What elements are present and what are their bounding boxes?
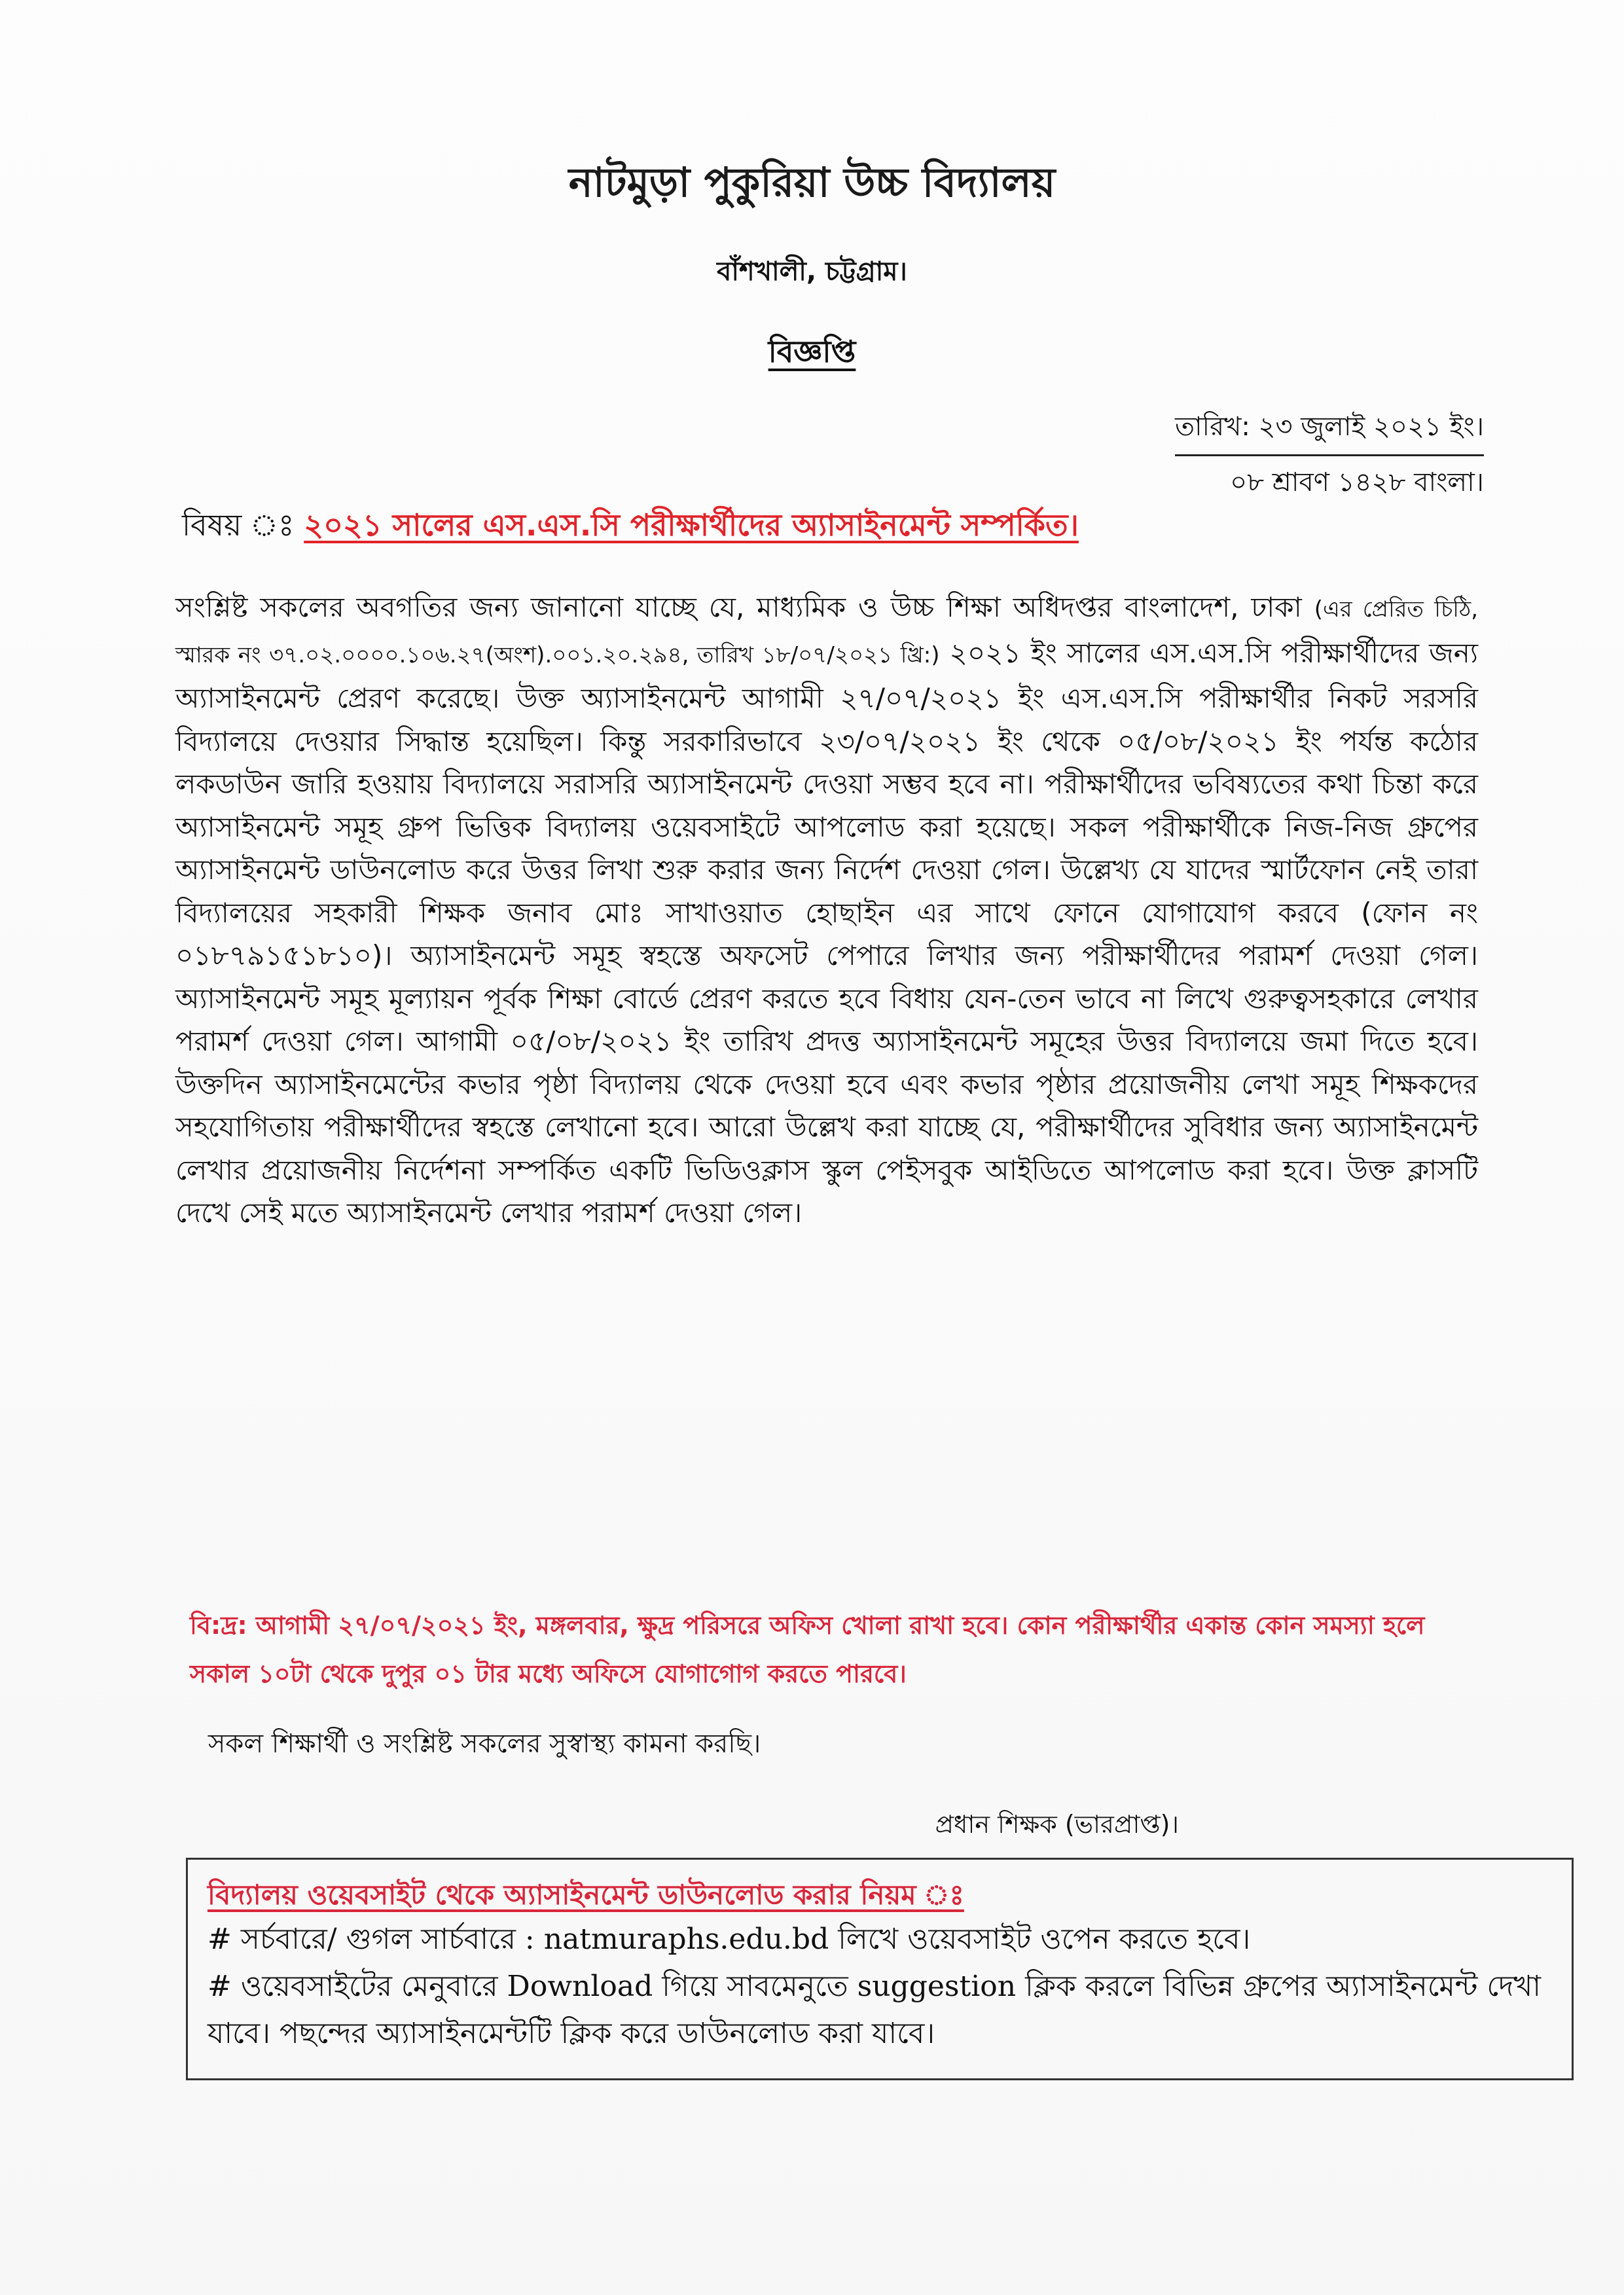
download-step-1: # সর্চবারে/ গুগল সার্চবারে : natmuraphs.edu.bd লিখে ওয়েবসাইট ওপেন করতে হবে।: [208, 1923, 1251, 1956]
download-instructions-box: [186, 1858, 1574, 2080]
nb-note: বি:দ্র: আগামী ২৭/০৭/২০২১ ইং, মঙ্গলবার, ক্ষুদ্র পরিসরে অফিস খোলা রাখা হবে। কোন পরীক্ষার্থীর একান্ত কোন সমস্যা হলে সকাল ১০টা থেকে দুপুর ০১ টার মধ্যে অফিসে যোগাগোগ করতে পারবে।: [190, 1611, 1425, 1688]
subject-label: বিষয় ঃ: [182, 507, 304, 543]
download-box-title: বিদ্যালয় ওয়েবসাইট থেকে অ্যাসাইনমেন্ট ডাউনলোড করার নিয়ম ঃ: [208, 1879, 964, 1911]
body-part-1: সংশ্লিষ্ট সকলের অবগতির জন্য জানানো যাচ্ছে যে, মাধ্যমিক ও উচ্চ শিক্ষা অধিদপ্তর বাংলাদেশ, ঢাকা: [175, 591, 1314, 623]
body-reference: (এর প্রেরিত চিঠি, স্মারক নং ৩৭.০২.০০০০.১০৬.২৭(অংশ).০০১.২০.২৯৪, তারিখ ১৮/০৭/২০২১ খ্রি:): [175, 596, 1478, 668]
greeting: সকল শিক্ষার্থী ও সংশ্লিষ্ট সকলের সুস্বাস্থ্য কামনা করছি।: [208, 1729, 761, 1759]
date-gregorian: তারিখ: ২৩ জুলাই ২০২১ ইং।: [1175, 401, 1484, 456]
date-block: [1175, 401, 1484, 509]
notice-title: [0, 329, 1624, 379]
subject-text: ২০২১ সালের এস.এস.সি পরীক্ষার্থীদের অ্যাসাইনমেন্ট সম্পর্কিত।: [304, 507, 1079, 543]
notice-body: [175, 586, 1478, 1235]
notice-title-text: বিজ্ঞপ্তি: [768, 334, 856, 369]
date-bangla: ০৮ শ্রাবণ ১৪২৮ বাংলা।: [1230, 467, 1484, 497]
signature: প্রধান শিক্ষক (ভারপ্রাপ্ত)।: [935, 1810, 1179, 1839]
school-name: নাটমুড়া পুকুরিয়া উচ্চ বিদ্যালয়: [568, 158, 1056, 206]
subject-line: [182, 503, 1079, 552]
school-address: বাঁশখালী, চট্টগ্রাম।: [717, 257, 907, 287]
download-step-2: # ওয়েবসাইটের মেনুবারে Download গিয়ে সাবমেনুতে suggestion ক্লিক করলে বিভিন্ন গ্রুপের অ্যাসাইনমেন্ট দেখা যাবে। পছন্দের অ্যাসাইনমেন্টটি ক্লিক করে ডাউনলোড করা যাবে।: [208, 1970, 1542, 2050]
body-part-2: ২০২১ ইং সালের এস.এস.সি পরীক্ষার্থীদের জন্য অ্যাসাইনমেন্ট প্রেরণ করেছে। উক্ত অ্যাসাইনমেন্ট আগামী ২৭/০৭/২০২১ ইং এস.এস.সি পরীক্ষার্থীর নিকট সরসরি বিদ্যালয়ে দেওয়ার সিদ্ধান্ত হয়েছিল। কিন্তু সরকারিভাবে ২৩/০৭/২০২১ ইং থেকে ০৫/০৮/২০২১ ইং পর্যন্ত কঠোর লকডাউন জারি হওয়ায় বিদ্যালয়ে সরাসরি অ্যাসাইনমেন্ট দেওয়া সম্ভব হবে না। পরীক্ষার্থীদের ভবিষ্যতের কথা চিন্তা করে অ্যাসাইনমেন্ট সমূহ গ্রুপ ভিত্তিক বিদ্যালয় ওয়েবসাইটে আপলোড করা হয়েছে। সকল পরীক্ষার্থীকে নিজ-নিজ গ্রুপের অ্যাসাইনমেন্ট ডাউনলোড করে উত্তর লিখা শুরু করার জন্য নির্দেশ দেওয়া গেল। উল্লেখ্য যে যাদের স্মার্টফোন নেই তারা বিদ্যালয়ের সহকারী শিক্ষক জনাব মোঃ সাখাওয়াত হোছাইন এর সাথে ফোনে যোগাযোগ করবে (ফোন নং ০১৮৭৯১৫১৮১০)। অ্যাসাইনমেন্ট সমূহ স্বহস্তে অফসেট পেপারে লিখার জন্য পরীক্ষার্থীদের পরামর্শ দেওয়া গেল। অ্যাসাইনমেন্ট সমূহ মূল্যায়ন পূর্বক শিক্ষা বোর্ডে প্রেরণ করতে হবে বিধায় যেন-তেন ভাবে না লিখে গুরুত্বসহকারে লেখার পরামর্শ দেওয়া গেল। আগামী ০৫/০৮/২০২১ ইং তারিখ প্রদত্ত অ্যাসাইনমেন্ট সমূহের উত্তর বিদ্যালয়ে জমা দিতে হবে। উক্তদিন অ্যাসাইনমেন্টের কভার পৃষ্ঠা বিদ্যালয় থেকে দেওয়া হবে এবং কভার পৃষ্ঠার প্রয়োজনীয় লেখা সমূহ শিক্ষকদের সহযোগিতায় পরীক্ষার্থীদের স্বহস্তে লেখানো হবে। আরো উল্লেখ করা যাচ্ছে যে, পরীক্ষার্থীদের সুবিধার জন্য অ্যাসাইনমেন্ট লেখার প্রয়োজনীয় নির্দেশনা সম্পর্কিত একটি ভিডিওক্লাস স্কুল পেইসবুক আইডিতে আপলোড করা হবে। উক্ত ক্লাসটি দেখে সেই মতে অ্যাসাইনমেন্ট লেখার পরামর্শ দেওয়া গেল।: [175, 636, 1478, 1229]
